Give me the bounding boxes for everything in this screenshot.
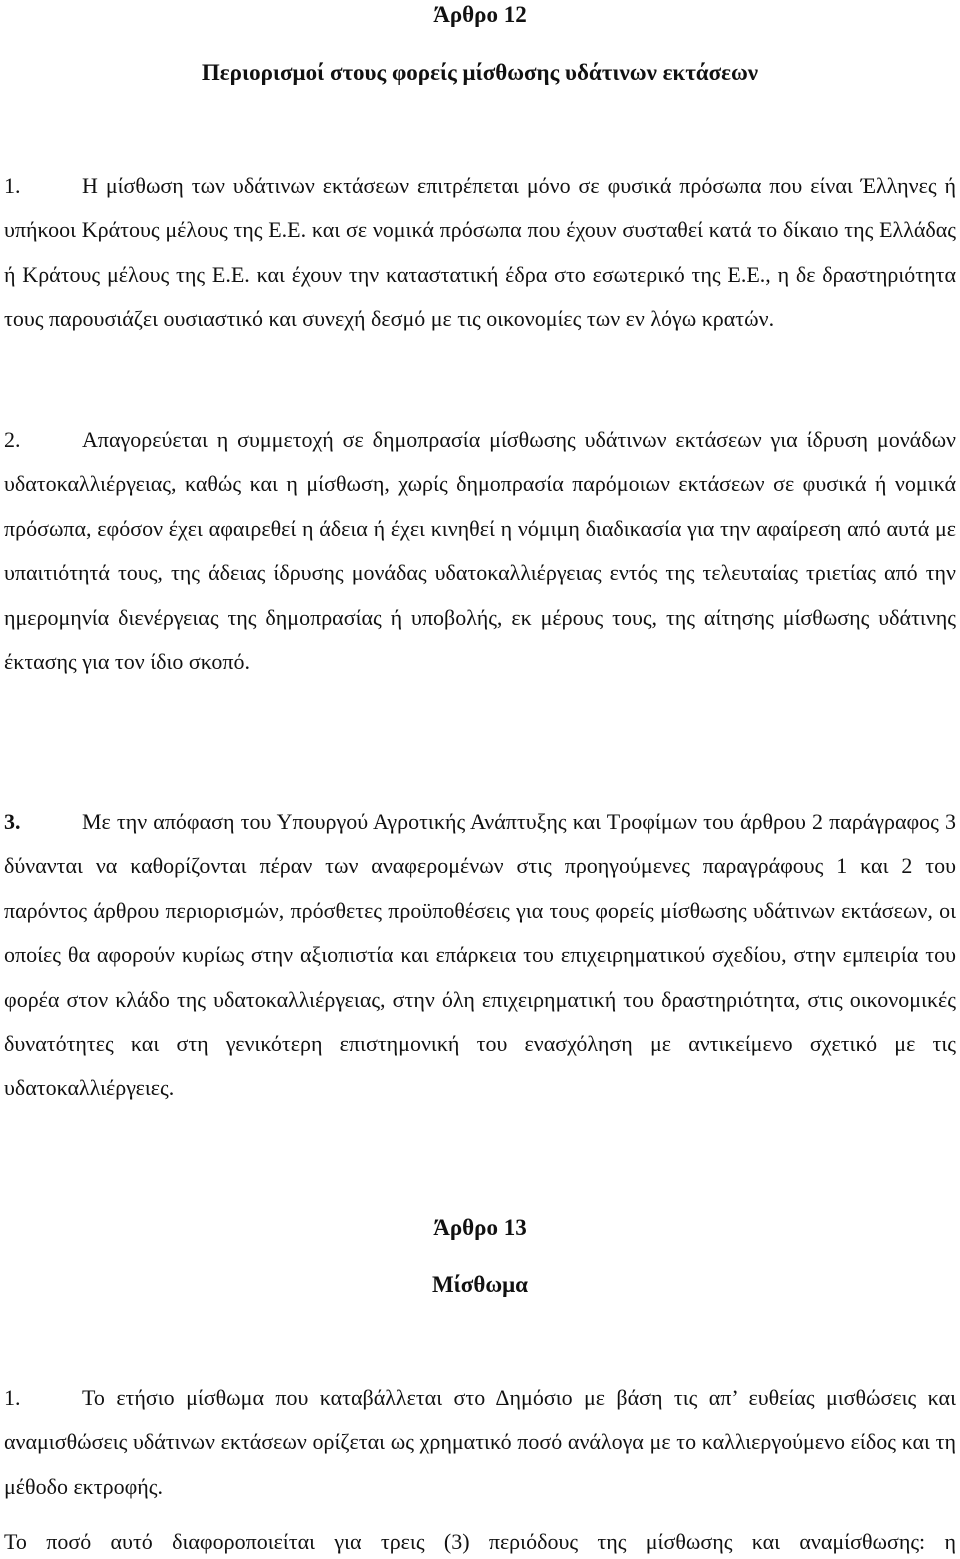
paragraph-number: 1. — [4, 1385, 21, 1410]
article-13-paragraph-1 — [4, 1376, 956, 1509]
paragraph-number: 2. — [4, 427, 21, 452]
article-12-paragraph-2 — [4, 418, 956, 684]
paragraph-number: 3. — [4, 809, 21, 834]
paragraph-number: 1. — [4, 173, 21, 198]
paragraph-text: Το ετήσιο μίσθωμα που καταβάλλεται στο Δημόσιο με βάση τις απ’ ευθείας μισθώσεις και αναμισθώσεις υδάτινων εκτάσεων ορίζεται ως χρηματικό ποσό ανάλογα με το καλλιεργούμενο είδος και τη μέθοδο εκτροφής. — [4, 1385, 956, 1499]
article-12-paragraph-3 — [4, 800, 956, 1111]
article-12-title: Άρθρο 12 — [433, 2, 527, 27]
article-13-subtitle: Μίσθωμα — [431, 1272, 529, 1297]
paragraph-text: Με την απόφαση του Υπουργού Αγροτικής Ανάπτυξης και Τροφίμων του άρθρου 2 παράγραφος 3 δύνανται να καθορίζονται πέραν των αναφερομένων στις προηγούμενες παραγράφους 1 και 2 του παρόντος άρθρου περιορισμών, πρόσθετες προϋποθέσεις για τους φορείς μίσθωσης υδάτινων εκτάσεων, οι οποίες θα αφορούν κυρίως στην αξιοπιστία και επάρκεια του επιχειρηματικού σχεδίου, στην εμπειρία του φορέα στον κλάδο της υδατοκαλλιέργειας, στην όλη επιχειρηματική του δραστηριότητα, στις οικονομικές δυνατότητες και στη γενικότερη επιστημονική του ενασχόληση με αντικείμενο σχετικό με τις υδατοκαλλιέργειες. — [4, 809, 956, 1101]
article-13-paragraph-2: Το ποσό αυτό διαφοροποιείται για τρεις (3) περιόδους της μίσθωσης και αναμίσθωσης: η — [4, 1529, 956, 1554]
paragraph-text: Η μίσθωση των υδάτινων εκτάσεων επιτρέπεται μόνο σε φυσικά πρόσωπα που είναι Έλληνες ή υπήκοοι Κράτους μέλους της Ε.Ε. και σε νομικά πρόσωπα που έχουν συσταθεί κατά το δίκαιο της Ελλάδας ή Κράτους μέλους της Ε.Ε. και έχουν την καταστατική έδρα στο εσωτερικό της Ε.Ε., η δε δραστηριότητα τους παρουσιάζει ουσιαστικό και συνεχή δεσμό με τις οικονομίες των εν λόγω κρατών. — [4, 173, 956, 332]
article-12-paragraph-1 — [4, 164, 956, 342]
article-12-subtitle: Περιορισμοί στους φορείς μίσθωσης υδάτινων εκτάσεων — [201, 60, 759, 85]
paragraph-text: Απαγορεύεται η συμμετοχή σε δημοπρασία μίσθωσης υδάτινων εκτάσεων για ίδρυση μονάδων υδατοκαλλιέργειας, καθώς και η μίσθωση, χωρίς δημοπρασία παρόμοιων εκτάσεων σε φυσικά ή νομικά πρόσωπα, εφόσον έχει αφαιρεθεί η άδεια ή έχει κινηθεί η νόμιμη διαδικασία για την αφαίρεση από αυτά με υπαιτιότητά τους, της άδειας ίδρυσης μονάδας υδατοκαλλιέργειας εντός της τελευταίας τριετίας από την ημερομηνία διενέργειας της δημοπρασίας ή υποβολής, εκ μέρους τους, της αίτησης μίσθωσης υδάτινης έκτασης για τον ίδιο σκοπό. — [4, 427, 956, 675]
article-13-title: Άρθρο 13 — [433, 1215, 527, 1240]
